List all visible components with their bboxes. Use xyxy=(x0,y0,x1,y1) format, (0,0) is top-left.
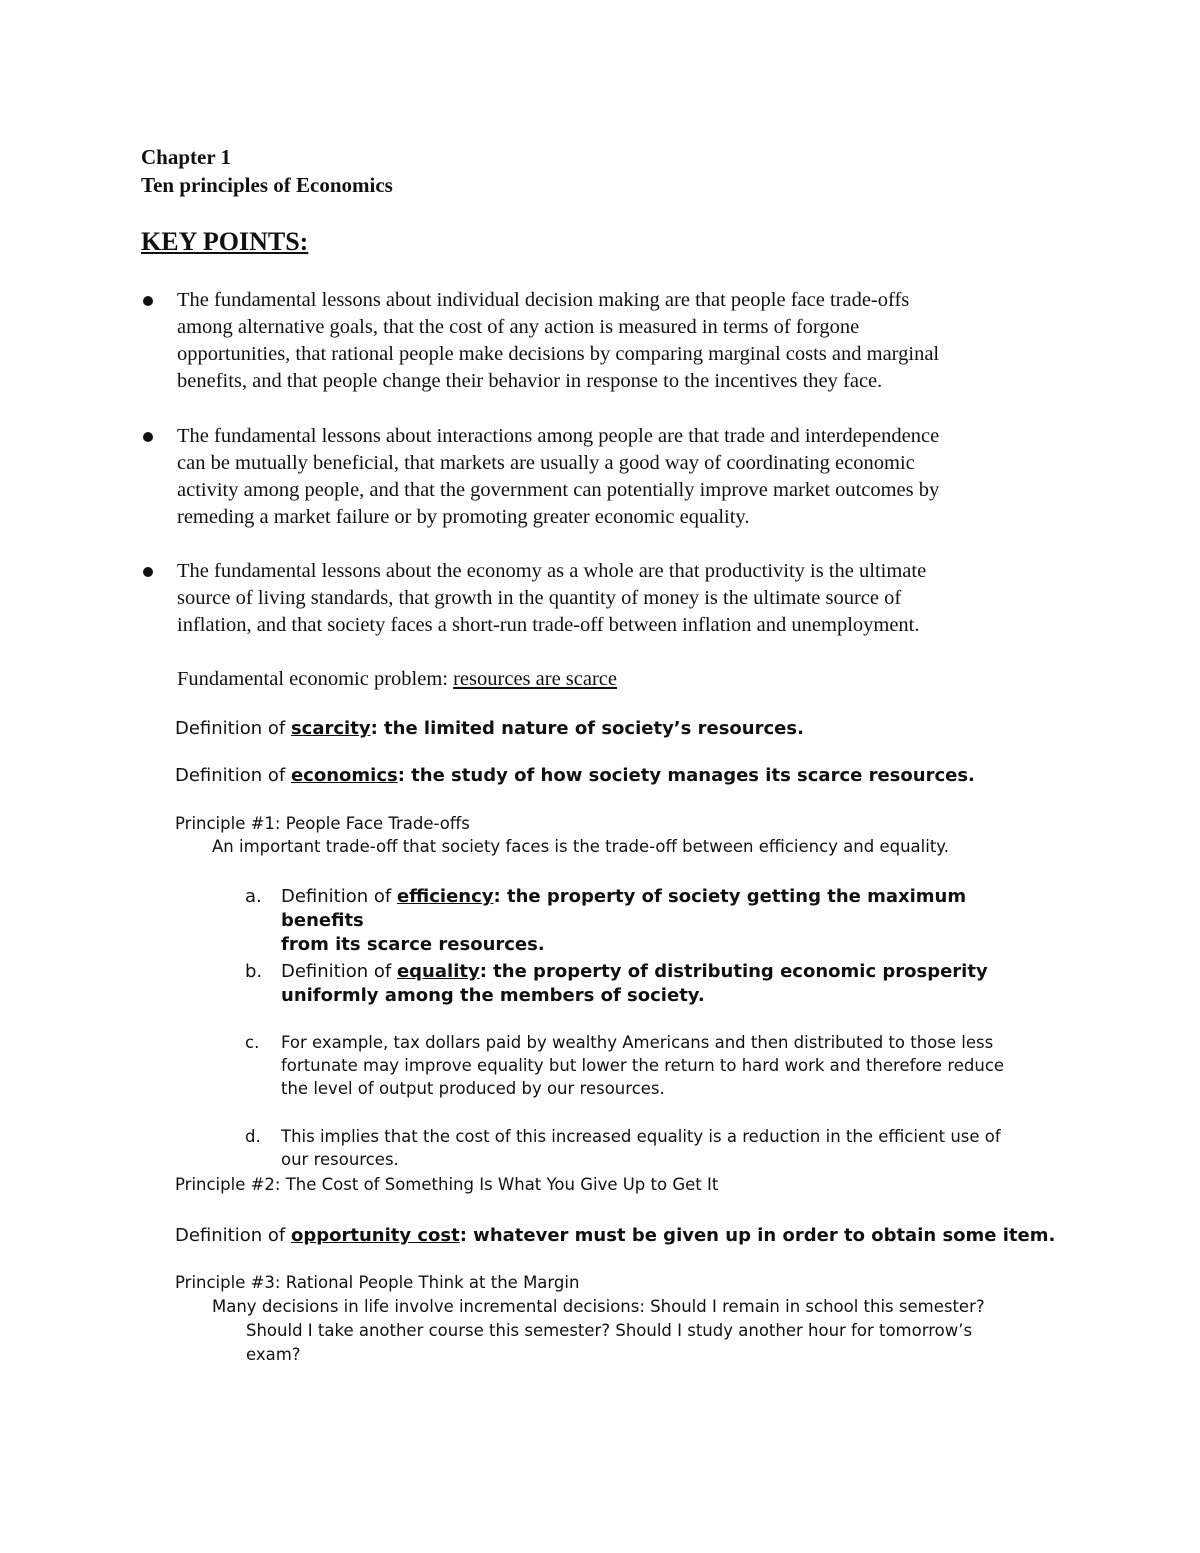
definition-prefix: Definition of xyxy=(175,1225,291,1246)
principle-3-line: Should I take another course this semester? Should I study another hour for tomorrow’s xyxy=(246,1321,973,1340)
definition-term: equality xyxy=(396,961,480,982)
list-item-line: For example, tax dollars paid by wealthy Americans and then distributed to those less xyxy=(281,1033,994,1052)
list-item-equality xyxy=(245,960,1045,1008)
key-point-bullet xyxy=(141,558,1081,639)
definition-text: : the limited nature of society’s resources. xyxy=(370,718,804,739)
definition-term: scarcity xyxy=(290,718,371,739)
chapter-title: Chapter 1 xyxy=(141,145,232,169)
principle-1-list xyxy=(245,1125,1045,1171)
list-item-line: fortunate may improve equality but lower the return to hard work and therefore reduce xyxy=(281,1056,1005,1075)
key-points-list xyxy=(141,558,1081,639)
bullet-line: activity among people, and that the government can potentially improve market outcomes by xyxy=(177,479,940,501)
definition-term: opportunity cost xyxy=(290,1225,460,1246)
bullet-line: The fundamental lessons about individual decision making are that people face trade-offs xyxy=(177,289,910,311)
definition-text: : the property of distributing economic prosperity xyxy=(479,961,988,982)
list-letter: c. xyxy=(245,1033,260,1052)
definition-prefix: Definition of xyxy=(175,765,291,786)
definition-text: : the study of how society manages its scarce resources. xyxy=(397,765,975,786)
definition-prefix: Definition of xyxy=(175,718,291,739)
key-points-heading: KEY POINTS: xyxy=(141,227,309,256)
list-item-line: our resources. xyxy=(281,1150,399,1169)
key-points-list xyxy=(141,287,1081,395)
bullet-dot-icon xyxy=(143,567,153,577)
principle-1-list xyxy=(245,1031,1045,1100)
list-item-implication xyxy=(245,1125,1045,1171)
fundamental-problem-value: resources are scarce xyxy=(453,668,617,690)
principle-3-line: Many decisions in life involve incremental decisions: Should I remain in school this semester? xyxy=(212,1297,985,1316)
definition-prefix: Definition of xyxy=(281,961,397,982)
principle-3-title: Principle #3: Rational People Think at the Margin xyxy=(175,1273,580,1292)
principle-2-title: Principle #2: The Cost of Something Is What You Give Up to Get It xyxy=(175,1175,719,1194)
list-item-efficiency xyxy=(245,885,1045,957)
bullet-dot-icon xyxy=(143,432,153,442)
key-points-list xyxy=(141,423,1081,531)
definition-text-continued: uniformly among the members of society. xyxy=(281,985,705,1006)
economics-definition xyxy=(175,764,975,788)
fundamental-problem-label: Fundamental economic problem: xyxy=(177,668,454,690)
bullet-line: inflation, and that society faces a short-run trade-off between inflation and unemployment. xyxy=(177,614,920,636)
opportunity-cost-definition xyxy=(175,1224,1055,1248)
list-letter: b. xyxy=(245,961,263,982)
principle-1-list xyxy=(245,885,1045,957)
bullet-line: source of living standards, that growth in the quantity of money is the ultimate source of xyxy=(177,587,902,609)
bullet-line: opportunities, that rational people make decisions by comparing marginal costs and marginal xyxy=(177,343,940,365)
definition-text: : the property of society getting the maximum benefits xyxy=(281,886,967,931)
list-item-line: the level of output produced by our resources. xyxy=(281,1079,665,1098)
bullet-line: can be mutually beneficial, that markets are usually a good way of coordinating economic xyxy=(177,452,915,474)
bullet-line: benefits, and that people change their behavior in response to the incentives they face. xyxy=(177,370,883,392)
definition-prefix: Definition of xyxy=(281,886,397,907)
principle-1-title: Principle #1: People Face Trade-offs xyxy=(175,814,470,833)
bullet-line: The fundamental lessons about the economy as a whole are that productivity is the ultimate xyxy=(177,560,927,582)
principle-1-intro: An important trade-off that society faces is the trade-off between efficiency and equality. xyxy=(212,837,949,856)
list-item-line: This implies that the cost of this increased equality is a reduction in the efficient use of xyxy=(281,1127,1001,1146)
bullet-dot-icon xyxy=(143,296,153,306)
principle-1-list xyxy=(245,960,1045,1008)
definition-text: : whatever must be given up in order to obtain some item. xyxy=(459,1225,1056,1246)
list-letter: a. xyxy=(245,886,262,907)
chapter-heading xyxy=(141,143,393,199)
key-point-bullet xyxy=(141,287,1081,395)
bullet-line: remeding a market failure or by promoting greater economic equality. xyxy=(177,506,750,528)
principle-3-line: exam? xyxy=(246,1345,301,1364)
scarcity-definition xyxy=(175,717,804,741)
key-point-bullet xyxy=(141,423,1081,531)
bullet-line: among alternative goals, that the cost of any action is measured in terms of forgone xyxy=(177,316,860,338)
definition-text-continued: from its scarce resources. xyxy=(281,934,545,955)
fundamental-problem xyxy=(177,666,617,693)
definition-term: efficiency xyxy=(396,886,494,907)
definition-term: economics xyxy=(290,765,398,786)
list-item-example xyxy=(245,1031,1045,1100)
bullet-line: The fundamental lessons about interactions among people are that trade and interdependence xyxy=(177,425,940,447)
list-letter: d. xyxy=(245,1127,261,1146)
chapter-subtitle: Ten principles of Economics xyxy=(141,173,393,197)
